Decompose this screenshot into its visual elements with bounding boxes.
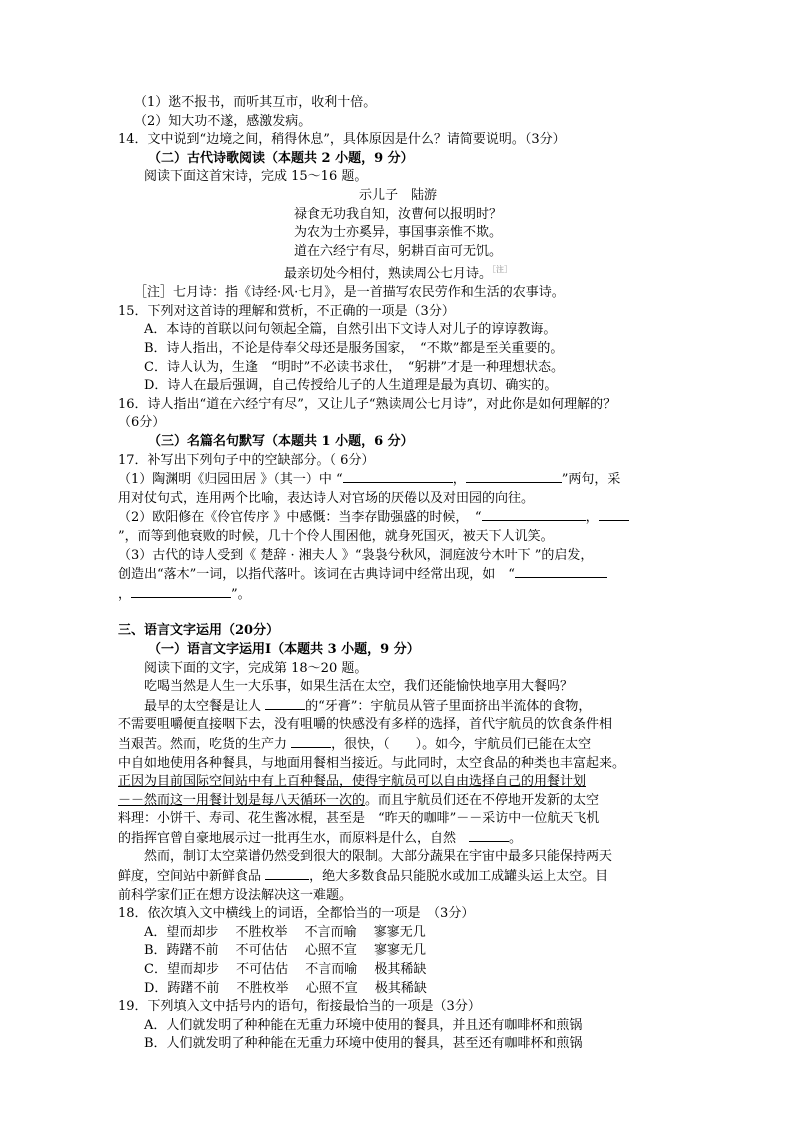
- answer-blank[interactable]: [515, 565, 607, 578]
- part-3-intro: 阅读下面的文字，完成第 18～20 题。: [144, 660, 368, 676]
- part-3-subtitle: （一）语言文字运用Ⅰ（本题共 3 小题，9 分）: [148, 641, 420, 657]
- question-17-3-cont: 创造出“落木”一词，以指代落叶。该词在古典诗词中经常出现，如 “: [118, 565, 678, 585]
- poem-note-mark: ［注］: [492, 265, 512, 275]
- passage-line: 当艰苦。然而，吃货的生产力 ，很快，（ ）。如今，宇航员们已能在太空: [118, 736, 592, 752]
- question-15: 15．下列对这首诗的理解和赏析，不正确的一项是（3分）: [118, 303, 455, 319]
- section-poetry-title: （二）古代诗歌阅读（本题共 2 小题，9 分）: [148, 150, 414, 166]
- question-17-1: （1）陶渊明《归园田居 》（其一）中 “ ， ”两句，采: [118, 472, 621, 488]
- question-18-option-c: C．望而却步 不可估估 不言而喻 极其稀缺: [144, 962, 427, 978]
- passage-paragraph-1: 吃喝当然是人生一大乐事，如果生活在太空，我们还能愉快地享用大餐吗？: [144, 679, 574, 695]
- question-17-2-cont: ”，而等到他衰败的时候，几十个伶人围困他，就身死国灭，被天下人讥笑。: [118, 528, 554, 544]
- question-16-score: （6分）: [118, 415, 166, 431]
- answer-blank[interactable]: [599, 508, 629, 521]
- passage-line: [118, 773, 678, 792]
- spacer: [118, 604, 678, 622]
- exam-page: [118, 94, 678, 1054]
- question-19-option-a: A．人们就发明了种种能在无重力环境中使用的餐具，并且还有咖啡杯和煎锅: [144, 1017, 583, 1033]
- translation-item-2: （2）知大功不遂，感激发病。: [134, 113, 312, 129]
- answer-blank[interactable]: [343, 470, 453, 483]
- question-18-option-d: D．踌躇不前 不胜枚举 心照不宣 极其稀缺: [144, 980, 427, 996]
- poem-line-2: 为农为士亦奚异，事国事亲惟不欺。: [293, 225, 502, 241]
- passage-line: 的指挥官曾自豪地展示过一批再生水，而原料是什么，自然 。: [118, 830, 523, 846]
- question-17-3: （3）古代的诗人受到《 楚辞 · 湘夫人 》“袅袅兮秋风，洞庭波兮木叶下 ”的启发，: [118, 547, 594, 563]
- question-17-1-cont: 用对仗句式，连用两个比喻，表达诗人对官场的厌倦以及对田园的向往。: [118, 490, 535, 506]
- answer-blank[interactable]: [466, 470, 562, 483]
- answer-blank[interactable]: [131, 585, 231, 598]
- poem-line-3: 道在六经宁有尽，躬耕百亩可无饥。: [293, 243, 502, 259]
- translation-item-1: （1）逖不报书，而听其互市，收利十倍。: [134, 95, 377, 110]
- question-15-option-b: B．诗人指出，不论是侍奉父母还是服务国家， “不欺”都是至关重要的。: [144, 341, 564, 357]
- poem-line-4: 最亲切处今相付，熟读周公七月诗。$^{[注]}$: [283, 265, 512, 282]
- passage-line: 不需要咀嚼便直接咽下去，没有咀嚼的快感没有多样的选择，首代宇航员的饮食条件相: [118, 717, 613, 733]
- question-17-3-end: ， ”。: [118, 586, 251, 602]
- passage-line: 最早的太空餐是让人 的“牙膏”：宇航员从管子里面挤出半流体的食物，: [144, 698, 592, 714]
- answer-blank[interactable]: [265, 867, 309, 880]
- question-18-option-a: A．望而却步 不胜枚举 不言而喻 寥寥无几: [144, 924, 426, 940]
- question-15-option-c: C．诗人认为，生逢 “明时”不必读书求仕， “躬耕”才是一种理想状态。: [144, 359, 565, 375]
- passage-line: 然而，制订太空菜谱仍然受到很大的限制。大部分蔬果在宇宙中最多只能保持两天: [144, 849, 613, 865]
- question-18-option-b: B．踌躇不前 不可估估 心照不宣 寥寥无几: [144, 943, 426, 959]
- question-17: 17．补写出下列句子中的空缺部分。（ 6分）: [118, 452, 375, 468]
- passage-line: 前科学家们正在想方设法解决这一难题。: [118, 887, 353, 903]
- underlined-sentence: 正因为目前国际空间站中有上百种餐品，使得宇航员可以自由选择自己的用餐计划: [118, 774, 587, 790]
- answer-blank[interactable]: [482, 508, 586, 521]
- answer-blank[interactable]: [291, 735, 331, 748]
- poem-note: ［注］七月诗：指《诗经·风·七月》，是一首描写农民劳作和生活的农事诗。: [134, 285, 565, 301]
- question-15-option-d: D．诗人在最后强调，自己传授给儿子的人生道理是最为真切、确实的。: [144, 378, 558, 394]
- question-15-option-a: A．本诗的首联以问句领起全篇，自然引出下文诗人对儿子的谆谆教诲。: [144, 322, 557, 338]
- question-14: 14．文中说到“边境之间，稍得休息”，具体原因是什么？请简要说明。（3分）: [118, 132, 566, 148]
- answer-blank[interactable]: [469, 829, 509, 842]
- section-poetry-intro: 阅读下面这首宋诗，完成 15～16 题。: [144, 169, 368, 185]
- poem-line-1: 禄食无功我自知，汝曹何以报明时？: [293, 206, 502, 222]
- passage-line: 中自如地使用各种餐具，与地面用餐相当接近。与此同时，太空食品的种类也丰富起来。: [118, 755, 626, 771]
- question-16: 16．诗人指出“道在六经宁有尽”，又让儿子“熟读周公七月诗”，对此你是如何理解的？: [118, 396, 617, 412]
- poem-title: 示儿子 陆游: [358, 187, 437, 203]
- part-3-title: 三、语言文字运用（20分）: [118, 623, 280, 639]
- question-19-option-b: B．人们就发明了种种能在无重力环境中使用的餐具，甚至还有咖啡杯和煎锅: [144, 1036, 583, 1052]
- question-18: 18．依次填入文中横线上的词语，全都恰当的一项是 （3分）: [118, 906, 475, 922]
- question-17-2: （2）欧阳修在《伶官传序 》中感慨：当李存勖强盛的时候， “ ，: [118, 508, 678, 528]
- passage-line: 料理：小饼干、寿司、花生酱冰棍，甚至是 “昨天的咖啡”－－采访中一位航天飞机: [118, 811, 600, 827]
- underlined-sentence: －－然而这一用餐计划是每八天循环一次的: [118, 792, 366, 808]
- question-19: 19．下列填入文中括号内的语句，衔接最恰当的一项是（3分）: [118, 999, 481, 1015]
- passage-line: 鲜度，空间站中新鲜食品 ，绝大多数食品只能脱水或加工成罐头运上太空。目: [118, 869, 609, 885]
- passage-line: －－然而这一用餐计划是每八天循环一次的。而且宇航员们还在不停地开发新的太空: [118, 792, 600, 808]
- section-dictation-title: （三）名篇名句默写（本题共 1 小题，6 分）: [148, 434, 414, 450]
- answer-blank[interactable]: [265, 697, 305, 710]
